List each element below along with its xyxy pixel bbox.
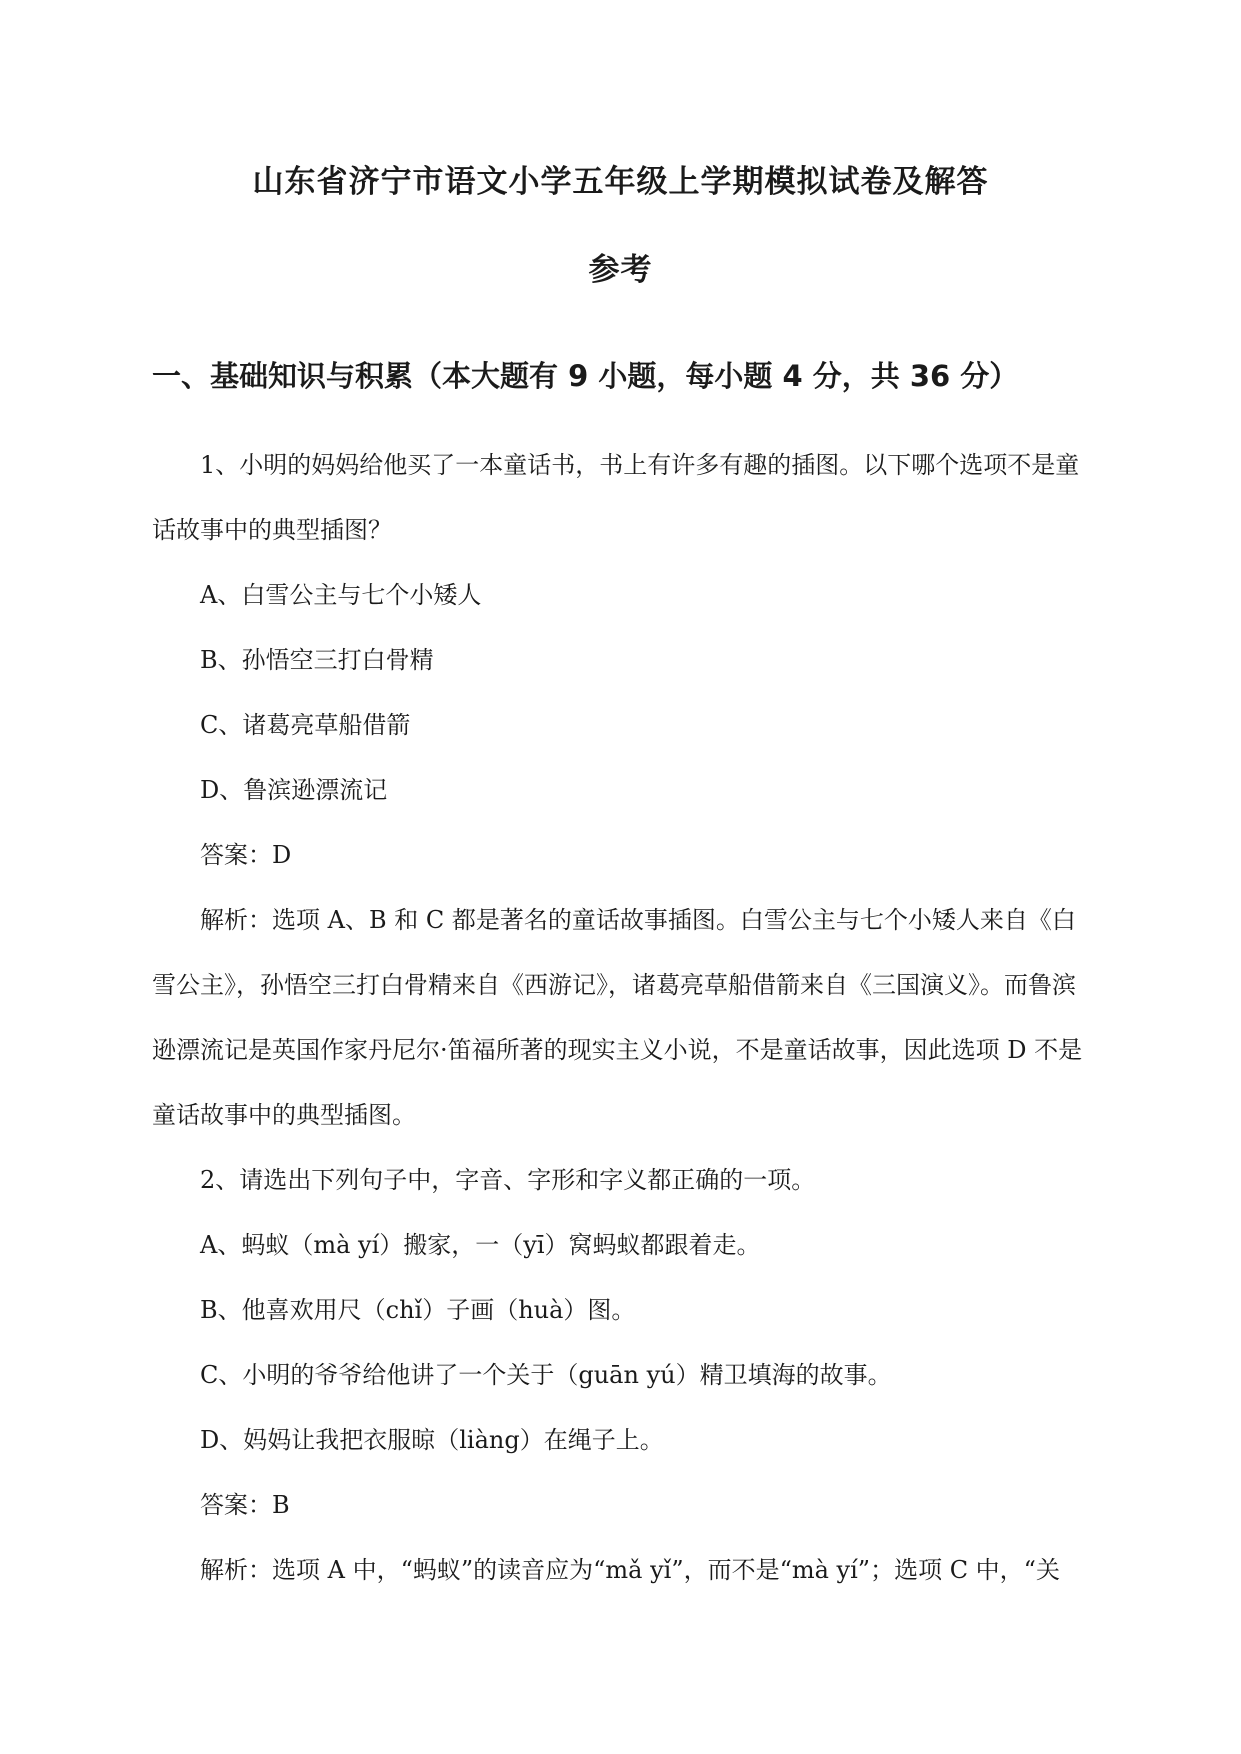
question-1-option-b: B、孙悟空三打白骨精: [200, 646, 434, 674]
question-1-analysis: 解析：选项 A、B 和 C 都是著名的童话故事插图。白雪公主与七个小矮人来自《白雪公主》，孙悟空三打白骨精来自《西游记》，诸葛亮草船借箭来自《三国演义》。而鲁滨逊漂流记是英国作家丹尼尔·笛福所著的现实主义小说，不是童话故事，因此选项 D 不是童话故事中的典型插图。: [152, 906, 1083, 1129]
question-2-answer: 答案：B: [200, 1491, 290, 1519]
question-2-option-d: D、妈妈让我把衣服晾（liàng）在绳子上。: [200, 1426, 664, 1454]
document-title-continued: 参考: [588, 252, 653, 288]
question-1-answer: 答案：D: [200, 841, 292, 869]
question-2-option-a: A、蚂蚁（mà yí）搬家，一（yī）窝蚂蚁都跟着走。: [200, 1231, 761, 1259]
question-2-option-c: C、小明的爷爷给他讲了一个关于（guān yú）精卫填海的故事。: [200, 1361, 892, 1389]
question-1-option-a: A、白雪公主与七个小矮人: [200, 581, 482, 609]
question-list: [152, 433, 1092, 1603]
question-2-option-b: B、他喜欢用尺（chǐ）子画（huà）图。: [200, 1296, 636, 1324]
question-1-stem: 1、小明的妈妈给他买了一本童话书，书上有许多有趣的插图。以下哪个选项不是童话故事中的典型插图？: [152, 451, 1080, 544]
question-2-stem: 2、请选出下列句子中，字音、字形和字义都正确的一项。: [200, 1166, 816, 1194]
question-2-analysis: 解析：选项 A 中，“蚂蚁”的读音应为“mǎ yǐ”，而不是“mà yí”；选项 C 中，“关: [200, 1556, 1060, 1584]
document-title: 山东省济宁市语文小学五年级上学期模拟试卷及解答: [252, 164, 989, 200]
question-1-option-c: C、诸葛亮草船借箭: [200, 711, 411, 739]
section-heading: 一、基础知识与积累（本大题有 9 小题，每小题 4 分，共 36 分）: [152, 359, 1019, 393]
question-1-option-d: D、鲁滨逊漂流记: [200, 776, 388, 804]
